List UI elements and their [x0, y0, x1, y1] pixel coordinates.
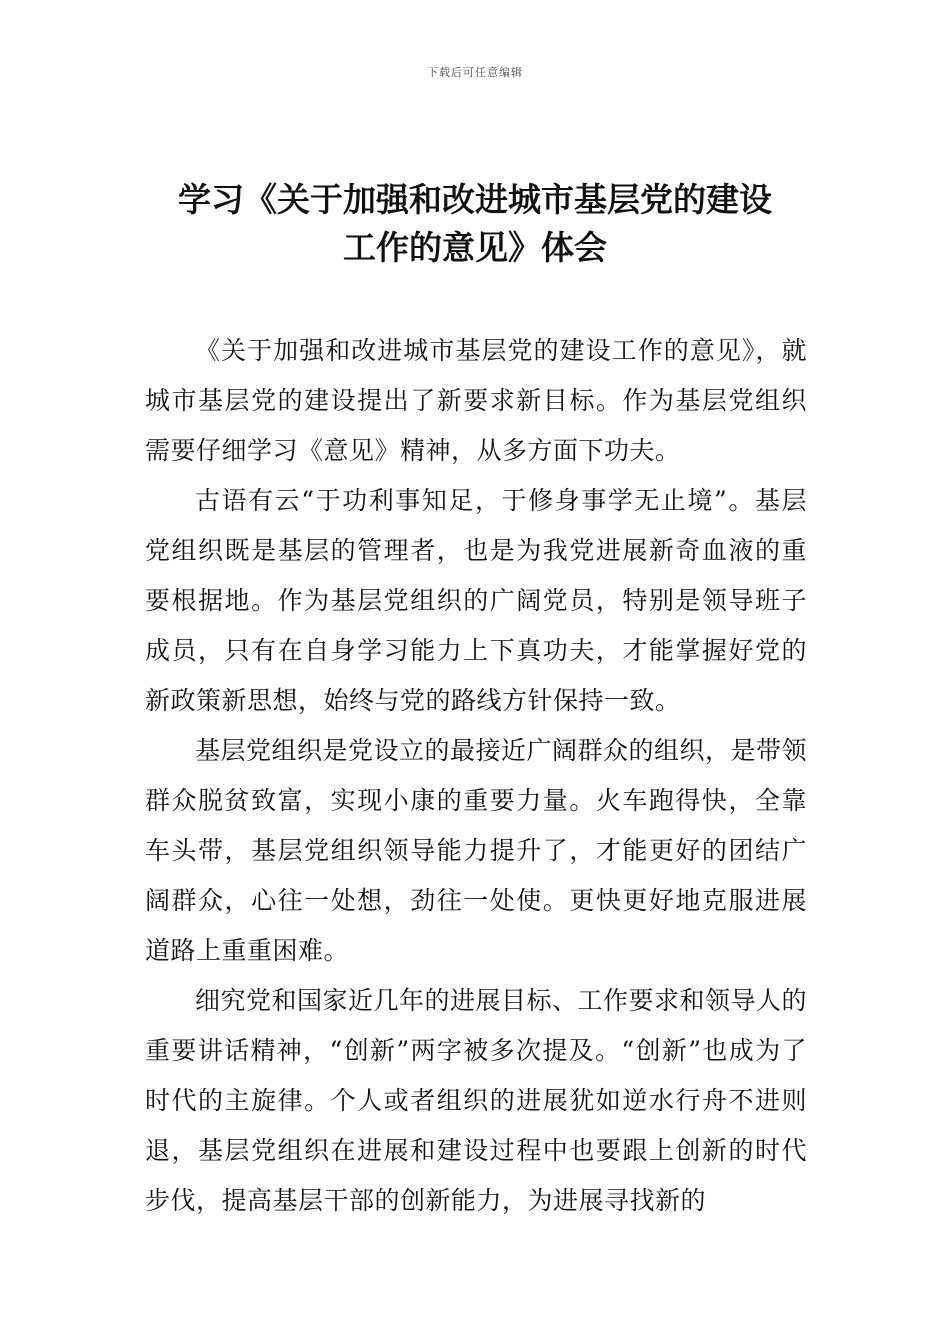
title-line-1: 学习《关于加强和改进城市基层党的建设 [178, 180, 772, 219]
document-title [130, 176, 820, 272]
document-body [145, 326, 807, 1226]
header-note: 下载后可任意编辑 [427, 66, 523, 79]
paragraph-2: 古语有云“于功利事知足，于修身事学无止境”。基层党组织既是基层的管理者，也是为我党进展新奇血液的重要根据地。作为基层党组织的广阔党员，特别是领导班子成员，只有在自身学习能力上下真功夫，才能掌握好党的新政策新思想，始终与党的路线方针保持一致。 [145, 486, 807, 715]
paragraph-1: 《关于加强和改进城市基层党的建设工作的意见》，就城市基层党的建设提出了新要求新目标。作为基层党组织需要仔细学习《意见》精神，从多方面下功夫。 [145, 336, 807, 465]
paragraph-3: 基层党组织是党设立的最接近广阔群众的组织，是带领群众脱贫致富，实现小康的重要力量。火车跑得快，全靠车头带，基层党组织领导能力提升了，才能更好的团结广阔群众，心往一处想，劲往一处使。更快更好地克服进展道路上重重困难。 [145, 736, 808, 965]
title-line-2: 工作的意见》体会 [343, 228, 607, 267]
paragraph-4: 细究党和国家近几年的进展目标、工作要求和领导人的重要讲话精神，“创新”两字被多次提及。“创新”也成为了时代的主旋律。个人或者组织的进展犹如逆水行舟不进则退，基层党组织在进展和建设过程中也要跟上创新的时代步伐，提高基层干部的创新能力，为进展寻找新的 [145, 986, 808, 1215]
